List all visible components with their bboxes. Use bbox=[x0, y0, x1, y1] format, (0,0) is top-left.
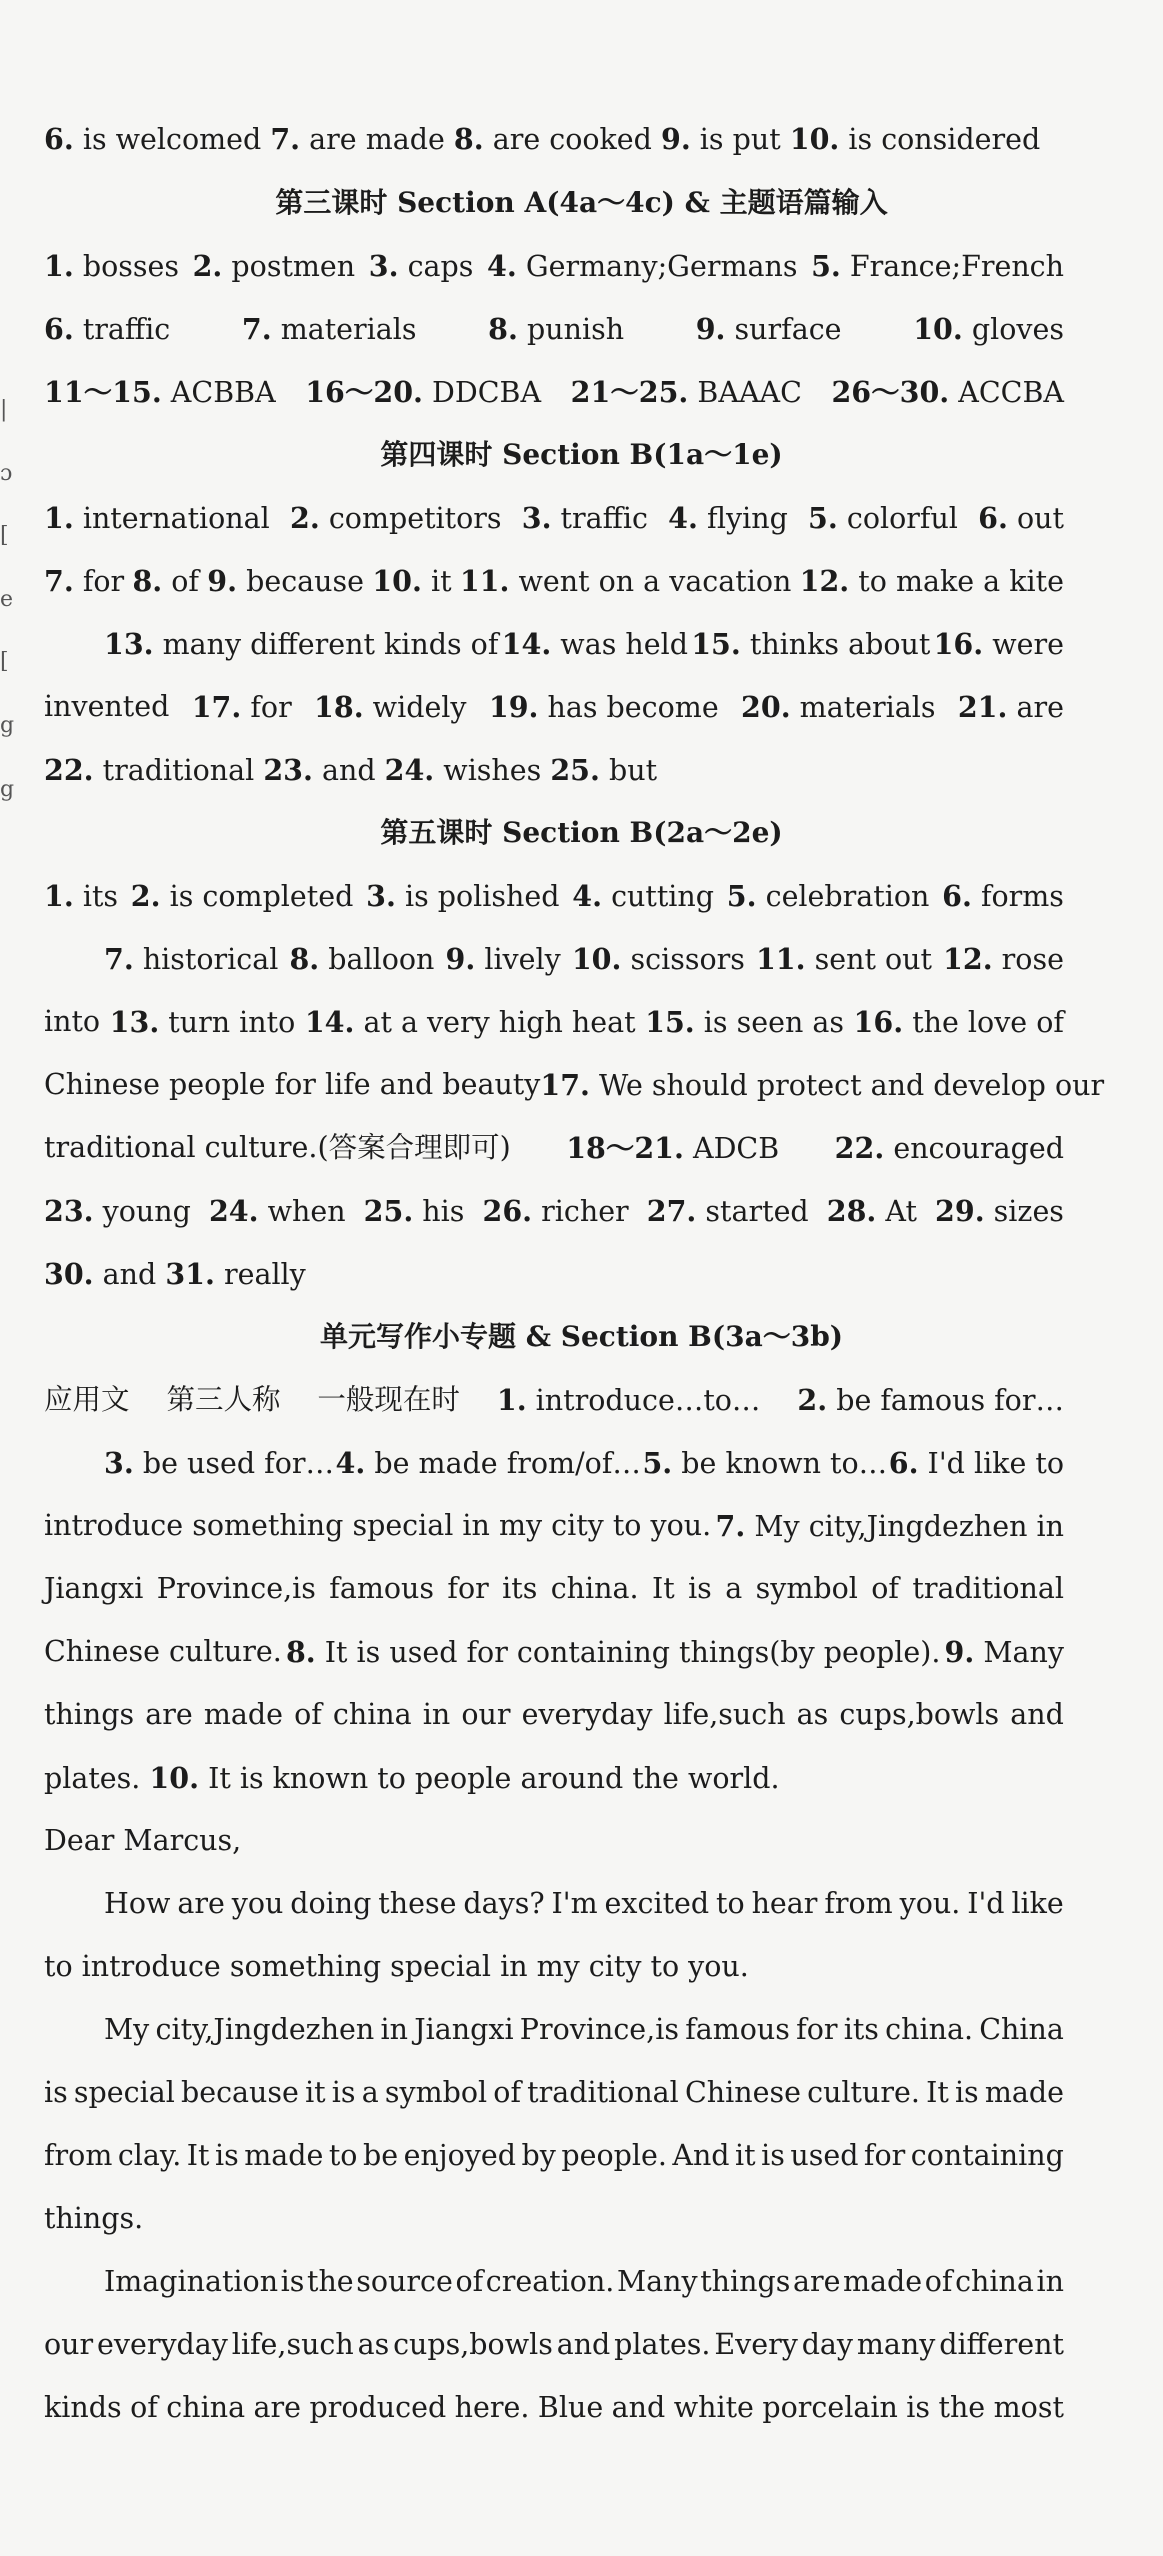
word: white bbox=[673, 2391, 754, 2424]
answer-item: 18. widely bbox=[314, 690, 467, 724]
word: cups,bowls bbox=[393, 2328, 553, 2361]
answer-item: 7. historical bbox=[104, 942, 279, 976]
answer-item: into bbox=[44, 1005, 101, 1038]
answer-item: 12. rose bbox=[943, 942, 1064, 976]
word: to bbox=[716, 1887, 745, 1920]
word: our bbox=[44, 2328, 94, 2361]
word: are bbox=[253, 2391, 302, 2424]
answer-line bbox=[44, 1191, 1064, 1232]
word: Every bbox=[714, 2328, 798, 2361]
margin-mark: [ bbox=[0, 523, 9, 548]
answer-item: 9. because bbox=[207, 564, 365, 598]
answer-item: 22. encouraged bbox=[834, 1131, 1064, 1165]
answer-item: 21～25. BAAAC bbox=[570, 375, 802, 409]
answer-item: 9. surface bbox=[695, 312, 842, 346]
word: are bbox=[792, 2265, 841, 2298]
answer-line bbox=[44, 1632, 1064, 1673]
word: is bbox=[761, 2139, 785, 2172]
word: is bbox=[954, 2076, 979, 2109]
word: is bbox=[906, 2391, 931, 2424]
word: And bbox=[672, 2139, 730, 2172]
answer-line bbox=[44, 309, 1064, 350]
answer-line bbox=[44, 1002, 1064, 1043]
answer-item: 5. be known to… bbox=[642, 1446, 888, 1480]
answer-item: 11. sent out bbox=[755, 942, 932, 976]
word: used bbox=[790, 2139, 859, 2172]
answer-line: 30. and 31. really bbox=[44, 1257, 306, 1291]
word: are bbox=[145, 1698, 193, 1731]
word: life,such bbox=[663, 1698, 786, 1731]
section-heading: 第五课时 Section B(2a～2e) bbox=[380, 816, 783, 849]
word: are bbox=[177, 1887, 225, 1920]
word: its bbox=[843, 2013, 879, 2046]
word: How bbox=[104, 1887, 171, 1920]
answer-item: 15. thinks about bbox=[691, 627, 931, 661]
word: is bbox=[331, 2076, 356, 2109]
word: as bbox=[357, 2328, 390, 2361]
word: day bbox=[801, 2328, 854, 2361]
word: from bbox=[824, 1887, 893, 1920]
answer-item: 21. are bbox=[957, 690, 1064, 724]
answer-item: introduce something special in my city to you. bbox=[44, 1509, 712, 1542]
word: in bbox=[1036, 2265, 1064, 2298]
answer-item: 28. At bbox=[826, 1194, 917, 1228]
word: china bbox=[955, 2265, 1034, 2298]
answer-item: 15. is seen as bbox=[645, 1005, 844, 1039]
answer-item: 8. balloon bbox=[289, 942, 435, 976]
answer-line bbox=[44, 1380, 1064, 1421]
answer-item: Chinese people for life and beauty bbox=[44, 1068, 541, 1101]
word: because bbox=[180, 2076, 299, 2109]
word: of bbox=[455, 2265, 484, 2298]
answer-item: 2. be famous for… bbox=[797, 1383, 1064, 1417]
letter-line bbox=[44, 2136, 1064, 2176]
word: different bbox=[939, 2328, 1064, 2361]
word: Jiangxi bbox=[44, 1572, 144, 1605]
word: excited bbox=[604, 1887, 710, 1920]
answer-item: 13. many different kinds of bbox=[104, 627, 499, 661]
answer-item: 5. colorful bbox=[808, 501, 958, 535]
word: people. bbox=[561, 2139, 667, 2172]
answer-line bbox=[44, 561, 1064, 602]
word: these bbox=[378, 1887, 457, 1920]
word: everyday bbox=[96, 2328, 228, 2361]
word: famous bbox=[329, 1572, 434, 1605]
letter-line: to introduce something special in my city to you. bbox=[44, 1950, 749, 1983]
answer-item: 第三人称 bbox=[166, 1383, 281, 1416]
word: china. bbox=[550, 1572, 639, 1605]
word: it bbox=[305, 2076, 326, 2109]
word: by bbox=[521, 2139, 556, 2172]
answer-line: 22. traditional 23. and 24. wishes 25. but bbox=[44, 753, 658, 787]
word: of bbox=[924, 2265, 953, 2298]
answer-line: plates. 10. It is known to people around the world. bbox=[44, 1761, 780, 1795]
answer-item: 26～30. ACCBA bbox=[831, 375, 1064, 409]
answer-line bbox=[44, 1506, 1064, 1547]
word: its bbox=[502, 1572, 538, 1605]
answer-item: 20. materials bbox=[741, 690, 936, 724]
word: Chinese bbox=[684, 2076, 801, 2109]
word: cups,bowls bbox=[839, 1698, 1000, 1731]
answer-item: 1. its bbox=[44, 879, 119, 913]
margin-mark: g bbox=[0, 713, 15, 738]
answer-line bbox=[104, 624, 1064, 665]
margin-mark: g bbox=[0, 777, 15, 802]
letter-line bbox=[44, 2325, 1064, 2365]
answer-item: 1. introduce…to… bbox=[496, 1383, 761, 1417]
answer-item: 19. has become bbox=[488, 690, 719, 724]
word: famous bbox=[685, 2013, 790, 2046]
answer-item: 17. We should protect and develop our bbox=[540, 1068, 1105, 1102]
word: kinds bbox=[44, 2391, 122, 2424]
word: My bbox=[104, 2013, 150, 2046]
word: Jiangxi bbox=[414, 2013, 514, 2046]
answer-item: 3. be used for… bbox=[104, 1446, 334, 1480]
word: symbol bbox=[384, 2076, 488, 2109]
answer-item: 3. caps bbox=[368, 249, 474, 283]
answer-item: 3. is polished bbox=[366, 879, 560, 913]
answer-item: 11. went on a vacation bbox=[459, 564, 792, 598]
answer-line bbox=[44, 876, 1064, 917]
answer-line bbox=[44, 498, 1064, 539]
answer-item: 应用文 bbox=[44, 1383, 130, 1416]
answer-item: 11～15. ACBBA bbox=[44, 375, 276, 409]
word: It bbox=[926, 2076, 949, 2109]
answer-item: 6. traffic bbox=[44, 312, 171, 346]
word: is bbox=[688, 1572, 712, 1605]
answer-item: 29. sizes bbox=[935, 1194, 1064, 1228]
word: traditional bbox=[912, 1572, 1064, 1605]
answer-item: 24. when bbox=[208, 1194, 346, 1228]
section-heading: 第四课时 Section B(1a～1e) bbox=[380, 438, 783, 471]
answer-item: 6. I'd like to bbox=[888, 1446, 1064, 1480]
answer-item: 6. out bbox=[978, 501, 1064, 535]
answer-item: 14. at a very high heat bbox=[304, 1005, 636, 1039]
word: like bbox=[1011, 1887, 1064, 1920]
word: culture. bbox=[807, 2076, 920, 2109]
answer-item: 27. started bbox=[646, 1194, 809, 1228]
word: it bbox=[735, 2139, 756, 2172]
word: Province,is bbox=[519, 2013, 679, 2046]
answer-item: 10. scissors bbox=[571, 942, 745, 976]
word: everyday bbox=[521, 1698, 653, 1731]
word: the bbox=[938, 2391, 986, 2424]
word: It bbox=[186, 2139, 210, 2172]
answer-item: 23. young bbox=[44, 1194, 191, 1228]
word: symbol bbox=[755, 1572, 858, 1605]
answer-item: 9. Many bbox=[944, 1635, 1064, 1669]
word: to bbox=[328, 2139, 358, 2172]
answer-item: traditional culture.(答案合理即可) bbox=[44, 1131, 511, 1164]
word: for bbox=[796, 2013, 838, 2046]
word: is bbox=[280, 2265, 305, 2298]
answer-line bbox=[104, 1443, 1064, 1484]
word: days? bbox=[463, 1887, 545, 1920]
letter-line bbox=[104, 1884, 1064, 1924]
word: our bbox=[461, 1698, 511, 1731]
word: as bbox=[796, 1698, 829, 1731]
letter-line bbox=[104, 2262, 1064, 2302]
word: creation. bbox=[485, 2265, 615, 2298]
answer-item: 4. Germany;Germans bbox=[487, 249, 798, 283]
word: you. bbox=[899, 1887, 961, 1920]
word: life,such bbox=[231, 2328, 354, 2361]
letter-line bbox=[104, 2010, 1064, 2050]
word: a bbox=[361, 2076, 379, 2109]
word: in bbox=[422, 1698, 451, 1731]
word: plates. bbox=[614, 2328, 711, 2361]
word: Blue bbox=[537, 2391, 604, 2424]
word: It bbox=[651, 1572, 675, 1605]
word: and bbox=[1010, 1698, 1064, 1731]
word: many bbox=[856, 2328, 936, 2361]
word: you bbox=[231, 1887, 284, 1920]
answer-line bbox=[44, 1065, 1105, 1106]
word: containing bbox=[910, 2139, 1064, 2172]
word: made bbox=[203, 1698, 283, 1731]
answer-item: 10. it bbox=[372, 564, 452, 598]
word: made bbox=[984, 2076, 1064, 2109]
answer-item: 8. of bbox=[132, 564, 199, 598]
section-heading: 第三课时 Section A(4a～4c) & 主题语篇输入 bbox=[275, 186, 888, 219]
answer-item: 4. flying bbox=[668, 501, 788, 535]
answer-line bbox=[44, 246, 1064, 287]
answer-item: 25. his bbox=[363, 1194, 465, 1228]
answer-item: 16. the love of bbox=[853, 1005, 1064, 1039]
word: the bbox=[307, 2265, 354, 2298]
word: for bbox=[447, 1572, 489, 1605]
word: most bbox=[993, 2391, 1064, 2424]
answer-item: 10. gloves bbox=[913, 312, 1064, 346]
word: special bbox=[73, 2076, 175, 2109]
answer-item: 7. materials bbox=[241, 312, 417, 346]
letter-line bbox=[44, 2388, 1064, 2428]
answer-item: 8. punish bbox=[488, 312, 625, 346]
word: porcelain bbox=[762, 2391, 898, 2424]
word: of bbox=[130, 2391, 158, 2424]
word: is bbox=[214, 2139, 239, 2172]
word: Province,is bbox=[156, 1572, 316, 1605]
word: of bbox=[493, 2076, 522, 2109]
answer-item: 7. My city,Jingdezhen in bbox=[715, 1509, 1064, 1543]
answer-item: 9. lively bbox=[445, 942, 561, 976]
answer-item: 13. turn into bbox=[109, 1005, 296, 1039]
word: things bbox=[700, 2265, 791, 2298]
answer-item: 8. It is used for containing things(by people). bbox=[285, 1635, 941, 1669]
word: in bbox=[380, 2013, 408, 2046]
word: china bbox=[332, 1698, 412, 1731]
word: and bbox=[611, 2391, 666, 2424]
answer-line bbox=[44, 372, 1064, 413]
word: traditional bbox=[527, 2076, 679, 2109]
answer-item: 7. for bbox=[44, 564, 125, 598]
answer-item: 1. bosses bbox=[44, 249, 179, 283]
word: and bbox=[556, 2328, 611, 2361]
margin-mark: e bbox=[0, 587, 14, 612]
word: china. bbox=[885, 2013, 974, 2046]
word: of bbox=[294, 1698, 322, 1731]
answer-line bbox=[44, 1128, 1064, 1169]
answer-item: 17. for bbox=[191, 690, 292, 724]
word: Many bbox=[616, 2265, 698, 2298]
word: a bbox=[725, 1572, 743, 1605]
word: produced bbox=[309, 2391, 447, 2424]
answer-item: 4. be made from/of… bbox=[335, 1446, 641, 1480]
word: is bbox=[44, 2076, 68, 2109]
word: doing bbox=[290, 1887, 372, 1920]
answer-item: 12. to make a kite bbox=[799, 564, 1064, 598]
word: from bbox=[44, 2139, 113, 2172]
answer-item: 4. cutting bbox=[572, 879, 715, 913]
word: things bbox=[44, 1698, 135, 1731]
word: source bbox=[356, 2265, 453, 2298]
answer-line bbox=[44, 1695, 1064, 1735]
word: China bbox=[979, 2013, 1064, 2046]
answer-item: 1. international bbox=[44, 501, 270, 535]
word: here. bbox=[454, 2391, 530, 2424]
word: Imagination bbox=[104, 2265, 279, 2298]
word: made bbox=[244, 2139, 324, 2172]
answer-item: 14. was held bbox=[501, 627, 688, 661]
word: clay. bbox=[117, 2139, 182, 2172]
section-heading: 单元写作小专题 & Section B(3a～3b) bbox=[319, 1320, 844, 1353]
letter-line: things. bbox=[44, 2202, 144, 2235]
word: city,Jingdezhen bbox=[155, 2013, 375, 2046]
margin-mark: [ bbox=[0, 649, 9, 674]
answer-line bbox=[104, 939, 1064, 980]
word: be bbox=[362, 2139, 399, 2172]
word: I'd bbox=[967, 1887, 1005, 1920]
answer-item: 5. celebration bbox=[726, 879, 930, 913]
answer-item: 16. were bbox=[933, 627, 1064, 661]
answer-item: 2. postmen bbox=[192, 249, 356, 283]
answer-item: 16～20. DDCBA bbox=[305, 375, 542, 409]
word: I'm bbox=[551, 1887, 598, 1920]
word: made bbox=[843, 2265, 923, 2298]
margin-mark: | bbox=[0, 397, 8, 422]
answer-item: 3. traffic bbox=[521, 501, 648, 535]
word: for bbox=[863, 2139, 906, 2172]
answer-item: 18～21. ADCB bbox=[566, 1131, 780, 1165]
margin-mark: ɔ bbox=[0, 461, 13, 486]
word: enjoyed bbox=[403, 2139, 516, 2172]
answer-item: Chinese culture. bbox=[44, 1635, 282, 1668]
answer-item: 5. France;French bbox=[811, 249, 1064, 283]
answer-line: 6. is welcomed 7. are made 8. are cooked 9. is put 10. is considered bbox=[44, 122, 1041, 156]
answer-item: 2. competitors bbox=[290, 501, 502, 535]
word: of bbox=[871, 1572, 899, 1605]
word: china bbox=[166, 2391, 246, 2424]
letter-salutation: Dear Marcus, bbox=[44, 1824, 242, 1857]
answer-line bbox=[44, 687, 1064, 728]
letter-line bbox=[44, 2073, 1064, 2113]
answer-item: 6. forms bbox=[942, 879, 1064, 913]
answer-item: 26. richer bbox=[482, 1194, 629, 1228]
answer-item: 2. is completed bbox=[130, 879, 354, 913]
answer-line bbox=[44, 1569, 1064, 1609]
word: hear bbox=[751, 1887, 818, 1920]
answer-item: 一般现在时 bbox=[317, 1383, 460, 1416]
answer-item: invented bbox=[44, 690, 170, 723]
